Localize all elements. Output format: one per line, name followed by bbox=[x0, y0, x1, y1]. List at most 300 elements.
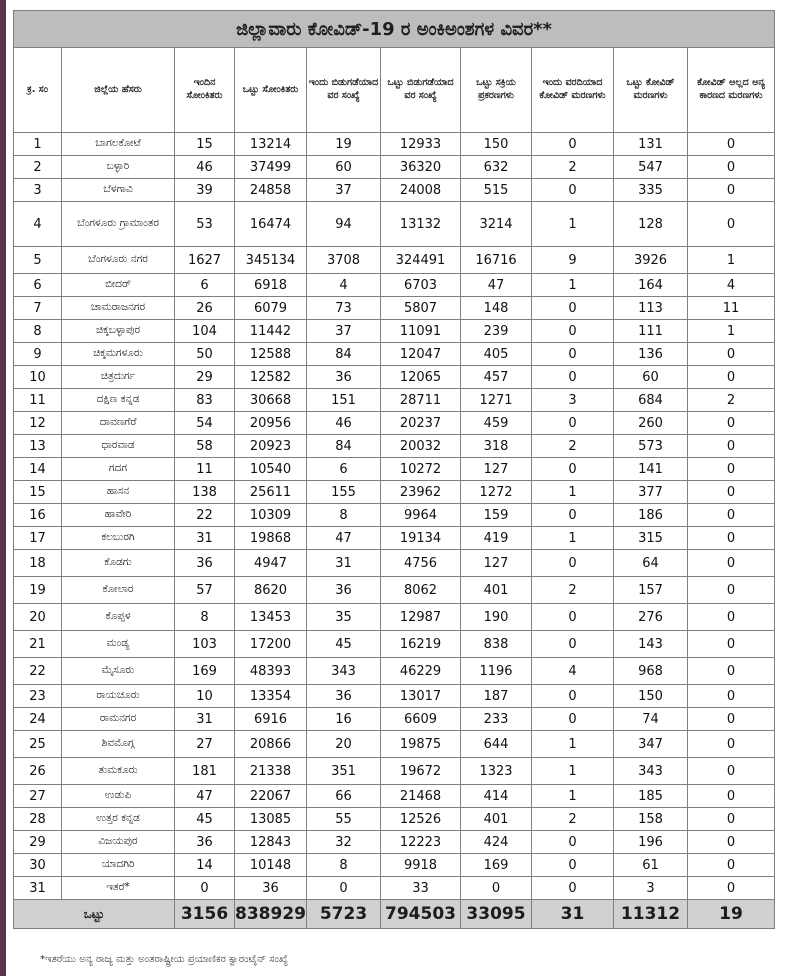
value-cell: 143 bbox=[614, 631, 688, 658]
value-cell: 39 bbox=[175, 179, 235, 202]
value-cell: 5807 bbox=[381, 297, 461, 320]
district-stats-table bbox=[13, 10, 775, 929]
value-cell: 1272 bbox=[461, 481, 532, 504]
value-cell: 14 bbox=[175, 854, 235, 877]
value-cell: 0 bbox=[688, 202, 775, 247]
total-label: ಒಟ್ಟು bbox=[14, 900, 175, 929]
value-cell: 0 bbox=[688, 481, 775, 504]
value-cell: 64 bbox=[614, 550, 688, 577]
serial-cell: 11 bbox=[14, 389, 62, 412]
district-name-cell: ಚಿಕ್ಕಮಗಳೂರು bbox=[62, 343, 175, 366]
value-cell: 16474 bbox=[235, 202, 307, 247]
column-header: ಒಟ್ಟು ಬಿಡುಗಡೆಯಾದ ವರ ಸಂಖ್ಯೆ bbox=[381, 48, 461, 133]
serial-cell: 14 bbox=[14, 458, 62, 481]
value-cell: 401 bbox=[461, 808, 532, 831]
value-cell: 0 bbox=[688, 854, 775, 877]
value-cell: 11091 bbox=[381, 320, 461, 343]
value-cell: 0 bbox=[307, 877, 381, 900]
value-cell: 57 bbox=[175, 577, 235, 604]
value-cell: 13354 bbox=[235, 685, 307, 708]
value-cell: 47 bbox=[461, 274, 532, 297]
serial-cell: 28 bbox=[14, 808, 62, 831]
value-cell: 1 bbox=[532, 202, 614, 247]
district-name-cell: ಉಡುಪಿ bbox=[62, 785, 175, 808]
value-cell: 66 bbox=[307, 785, 381, 808]
column-header: ಒಟ್ಟು ಕೋವಿಡ್ ಮರಣಗಳು bbox=[614, 48, 688, 133]
table-body bbox=[14, 133, 775, 900]
value-cell: 0 bbox=[688, 458, 775, 481]
value-cell: 20 bbox=[307, 731, 381, 758]
value-cell: 4756 bbox=[381, 550, 461, 577]
value-cell: 31 bbox=[175, 708, 235, 731]
value-cell: 684 bbox=[614, 389, 688, 412]
value-cell: 0 bbox=[688, 343, 775, 366]
value-cell: 10272 bbox=[381, 458, 461, 481]
value-cell: 233 bbox=[461, 708, 532, 731]
value-cell: 6916 bbox=[235, 708, 307, 731]
value-cell: 632 bbox=[461, 156, 532, 179]
value-cell: 6 bbox=[307, 458, 381, 481]
value-cell: 186 bbox=[614, 504, 688, 527]
value-cell: 60 bbox=[614, 366, 688, 389]
district-name-cell: ಕೋಲಾರ bbox=[62, 577, 175, 604]
serial-cell: 3 bbox=[14, 179, 62, 202]
table-row bbox=[14, 481, 775, 504]
district-name-cell: ರಾಯಚೂರು bbox=[62, 685, 175, 708]
value-cell: 1196 bbox=[461, 658, 532, 685]
value-cell: 104 bbox=[175, 320, 235, 343]
value-cell: 46 bbox=[307, 412, 381, 435]
serial-cell: 18 bbox=[14, 550, 62, 577]
serial-cell: 4 bbox=[14, 202, 62, 247]
value-cell: 0 bbox=[532, 133, 614, 156]
table-row bbox=[14, 389, 775, 412]
value-cell: 1 bbox=[532, 481, 614, 504]
value-cell: 347 bbox=[614, 731, 688, 758]
value-cell: 0 bbox=[688, 527, 775, 550]
value-cell: 1 bbox=[532, 785, 614, 808]
district-name-cell: ಕೊಡಗು bbox=[62, 550, 175, 577]
district-name-cell: ಬಳ್ಳಾರಿ bbox=[62, 156, 175, 179]
value-cell: 136 bbox=[614, 343, 688, 366]
value-cell: 8 bbox=[307, 854, 381, 877]
column-header: ಒಟ್ಟು ಸಕ್ರಿಯ ಪ್ರಕರಣಗಳು bbox=[461, 48, 532, 133]
value-cell: 9964 bbox=[381, 504, 461, 527]
value-cell: 8062 bbox=[381, 577, 461, 604]
value-cell: 20923 bbox=[235, 435, 307, 458]
value-cell: 111 bbox=[614, 320, 688, 343]
value-cell: 19 bbox=[307, 133, 381, 156]
table-row bbox=[14, 831, 775, 854]
value-cell: 0 bbox=[688, 685, 775, 708]
district-name-cell: ಗದಗ bbox=[62, 458, 175, 481]
value-cell: 1 bbox=[688, 320, 775, 343]
table-row bbox=[14, 758, 775, 785]
table-row bbox=[14, 412, 775, 435]
table-row bbox=[14, 458, 775, 481]
value-cell: 164 bbox=[614, 274, 688, 297]
value-cell: 1 bbox=[532, 731, 614, 758]
value-cell: 19672 bbox=[381, 758, 461, 785]
value-cell: 53 bbox=[175, 202, 235, 247]
value-cell: 0 bbox=[688, 604, 775, 631]
table-row bbox=[14, 504, 775, 527]
value-cell: 0 bbox=[532, 504, 614, 527]
value-cell: 12933 bbox=[381, 133, 461, 156]
value-cell: 0 bbox=[688, 731, 775, 758]
value-cell: 20956 bbox=[235, 412, 307, 435]
value-cell: 74 bbox=[614, 708, 688, 731]
value-cell: 10309 bbox=[235, 504, 307, 527]
district-name-cell: ಯಾದಗಿರಿ bbox=[62, 854, 175, 877]
value-cell: 181 bbox=[175, 758, 235, 785]
value-cell: 26 bbox=[175, 297, 235, 320]
table-row bbox=[14, 343, 775, 366]
value-cell: 103 bbox=[175, 631, 235, 658]
value-cell: 3214 bbox=[461, 202, 532, 247]
value-cell: 12065 bbox=[381, 366, 461, 389]
serial-cell: 15 bbox=[14, 481, 62, 504]
serial-cell: 7 bbox=[14, 297, 62, 320]
value-cell: 0 bbox=[688, 504, 775, 527]
value-cell: 150 bbox=[614, 685, 688, 708]
value-cell: 335 bbox=[614, 179, 688, 202]
table-row bbox=[14, 320, 775, 343]
value-cell: 377 bbox=[614, 481, 688, 504]
value-cell: 24858 bbox=[235, 179, 307, 202]
value-cell: 315 bbox=[614, 527, 688, 550]
value-cell: 131 bbox=[614, 133, 688, 156]
value-cell: 185 bbox=[614, 785, 688, 808]
table-row bbox=[14, 156, 775, 179]
value-cell: 17200 bbox=[235, 631, 307, 658]
value-cell: 0 bbox=[688, 412, 775, 435]
serial-cell: 27 bbox=[14, 785, 62, 808]
value-cell: 0 bbox=[688, 631, 775, 658]
value-cell: 0 bbox=[688, 708, 775, 731]
value-cell: 138 bbox=[175, 481, 235, 504]
value-cell: 0 bbox=[532, 366, 614, 389]
value-cell: 50 bbox=[175, 343, 235, 366]
value-cell: 127 bbox=[461, 550, 532, 577]
value-cell: 36 bbox=[307, 366, 381, 389]
serial-cell: 21 bbox=[14, 631, 62, 658]
value-cell: 2 bbox=[532, 435, 614, 458]
district-name-cell: ಹಾವೇರಿ bbox=[62, 504, 175, 527]
value-cell: 11 bbox=[175, 458, 235, 481]
value-cell: 8 bbox=[307, 504, 381, 527]
value-cell: 0 bbox=[461, 877, 532, 900]
value-cell: 1 bbox=[532, 758, 614, 785]
value-cell: 13453 bbox=[235, 604, 307, 631]
table-row bbox=[14, 435, 775, 458]
value-cell: 36 bbox=[307, 685, 381, 708]
value-cell: 459 bbox=[461, 412, 532, 435]
table-row bbox=[14, 550, 775, 577]
value-cell: 0 bbox=[688, 831, 775, 854]
table-row bbox=[14, 877, 775, 900]
district-name-cell: ಚಾಮರಾಜನಗರ bbox=[62, 297, 175, 320]
table-row bbox=[14, 708, 775, 731]
value-cell: 20032 bbox=[381, 435, 461, 458]
table-row bbox=[14, 274, 775, 297]
total-value-cell: 19 bbox=[688, 900, 775, 929]
district-name-cell: ಚಿಕ್ಕಬಳ್ಳಾಪುರ bbox=[62, 320, 175, 343]
value-cell: 0 bbox=[532, 320, 614, 343]
value-cell: 401 bbox=[461, 577, 532, 604]
value-cell: 35 bbox=[307, 604, 381, 631]
value-cell: 10148 bbox=[235, 854, 307, 877]
value-cell: 157 bbox=[614, 577, 688, 604]
value-cell: 127 bbox=[461, 458, 532, 481]
value-cell: 24008 bbox=[381, 179, 461, 202]
table-row bbox=[14, 785, 775, 808]
value-cell: 11 bbox=[688, 297, 775, 320]
district-name-cell: ಕಲಬುರಗಿ bbox=[62, 527, 175, 550]
table-row bbox=[14, 527, 775, 550]
value-cell: 12223 bbox=[381, 831, 461, 854]
value-cell: 155 bbox=[307, 481, 381, 504]
value-cell: 1627 bbox=[175, 247, 235, 274]
serial-cell: 31 bbox=[14, 877, 62, 900]
value-cell: 0 bbox=[688, 179, 775, 202]
value-cell: 37499 bbox=[235, 156, 307, 179]
value-cell: 6918 bbox=[235, 274, 307, 297]
value-cell: 0 bbox=[532, 685, 614, 708]
district-name-cell: ಇತರೆ* bbox=[62, 877, 175, 900]
value-cell: 73 bbox=[307, 297, 381, 320]
table-row bbox=[14, 658, 775, 685]
value-cell: 187 bbox=[461, 685, 532, 708]
value-cell: 838 bbox=[461, 631, 532, 658]
value-cell: 1 bbox=[532, 527, 614, 550]
value-cell: 22 bbox=[175, 504, 235, 527]
table-row bbox=[14, 133, 775, 156]
value-cell: 12843 bbox=[235, 831, 307, 854]
value-cell: 54 bbox=[175, 412, 235, 435]
serial-cell: 16 bbox=[14, 504, 62, 527]
serial-cell: 19 bbox=[14, 577, 62, 604]
value-cell: 515 bbox=[461, 179, 532, 202]
value-cell: 10 bbox=[175, 685, 235, 708]
table-row bbox=[14, 202, 775, 247]
table-row bbox=[14, 179, 775, 202]
column-header-row bbox=[14, 48, 775, 133]
value-cell: 12582 bbox=[235, 366, 307, 389]
district-name-cell: ಬೀದರ್ bbox=[62, 274, 175, 297]
value-cell: 4947 bbox=[235, 550, 307, 577]
serial-cell: 30 bbox=[14, 854, 62, 877]
value-cell: 0 bbox=[532, 831, 614, 854]
value-cell: 21468 bbox=[381, 785, 461, 808]
value-cell: 0 bbox=[532, 631, 614, 658]
total-row bbox=[14, 900, 775, 929]
value-cell: 0 bbox=[688, 550, 775, 577]
serial-cell: 5 bbox=[14, 247, 62, 274]
serial-cell: 22 bbox=[14, 658, 62, 685]
column-header: ಇಂದು ಬಿಡುಗಡೆಯಾದ ವರ ಸಂಖ್ಯೆ bbox=[307, 48, 381, 133]
serial-cell: 13 bbox=[14, 435, 62, 458]
value-cell: 324491 bbox=[381, 247, 461, 274]
serial-cell: 23 bbox=[14, 685, 62, 708]
value-cell: 8620 bbox=[235, 577, 307, 604]
value-cell: 12047 bbox=[381, 343, 461, 366]
serial-cell: 8 bbox=[14, 320, 62, 343]
total-value-cell: 11312 bbox=[614, 900, 688, 929]
value-cell: 3926 bbox=[614, 247, 688, 274]
value-cell: 0 bbox=[688, 808, 775, 831]
footnote: *ಇತರೆಯು ಅನ್ಯ ರಾಜ್ಯ ಮತ್ತು ಅಂತರಾಷ್ಟ್ರೀಯ ಪ್ರಯಾಣಿಕರ ಕ್ವಾರಂಟೈನ್ ಸಂಖ್ಯೆ bbox=[40, 954, 288, 965]
value-cell: 47 bbox=[307, 527, 381, 550]
value-cell: 424 bbox=[461, 831, 532, 854]
serial-cell: 6 bbox=[14, 274, 62, 297]
district-name-cell: ಮೈಸೂರು bbox=[62, 658, 175, 685]
table-row bbox=[14, 685, 775, 708]
value-cell: 3708 bbox=[307, 247, 381, 274]
value-cell: 1 bbox=[688, 247, 775, 274]
value-cell: 29 bbox=[175, 366, 235, 389]
total-value-cell: 5723 bbox=[307, 900, 381, 929]
value-cell: 13132 bbox=[381, 202, 461, 247]
district-name-cell: ಚಿತ್ರದುರ್ಗ bbox=[62, 366, 175, 389]
district-name-cell: ಕೊಪ್ಪಳ bbox=[62, 604, 175, 631]
value-cell: 28711 bbox=[381, 389, 461, 412]
value-cell: 12588 bbox=[235, 343, 307, 366]
value-cell: 36 bbox=[175, 831, 235, 854]
table-title: ಜಿಲ್ಲಾವಾರು ಕೋವಿಡ್-19 ರ ಅಂಕಿಅಂಶಗಳ ವಿವರ** bbox=[14, 11, 775, 48]
value-cell: 3 bbox=[532, 389, 614, 412]
value-cell: 260 bbox=[614, 412, 688, 435]
column-header: ಕ್ರ. ಸಂ bbox=[14, 48, 62, 133]
value-cell: 276 bbox=[614, 604, 688, 631]
value-cell: 36 bbox=[235, 877, 307, 900]
value-cell: 47 bbox=[175, 785, 235, 808]
value-cell: 36 bbox=[175, 550, 235, 577]
covid-district-report bbox=[13, 10, 774, 929]
value-cell: 141 bbox=[614, 458, 688, 481]
value-cell: 644 bbox=[461, 731, 532, 758]
value-cell: 0 bbox=[688, 156, 775, 179]
value-cell: 16 bbox=[307, 708, 381, 731]
value-cell: 4 bbox=[307, 274, 381, 297]
value-cell: 151 bbox=[307, 389, 381, 412]
value-cell: 48393 bbox=[235, 658, 307, 685]
value-cell: 20866 bbox=[235, 731, 307, 758]
value-cell: 13085 bbox=[235, 808, 307, 831]
value-cell: 343 bbox=[614, 758, 688, 785]
value-cell: 94 bbox=[307, 202, 381, 247]
value-cell: 37 bbox=[307, 320, 381, 343]
value-cell: 6 bbox=[175, 274, 235, 297]
serial-cell: 10 bbox=[14, 366, 62, 389]
value-cell: 547 bbox=[614, 156, 688, 179]
value-cell: 2 bbox=[532, 808, 614, 831]
column-header: ಒಟ್ಟು ಸೋಂಕಿತರು bbox=[235, 48, 307, 133]
total-value-cell: 33095 bbox=[461, 900, 532, 929]
serial-cell: 24 bbox=[14, 708, 62, 731]
value-cell: 83 bbox=[175, 389, 235, 412]
value-cell: 0 bbox=[688, 435, 775, 458]
table-row bbox=[14, 577, 775, 604]
value-cell: 32 bbox=[307, 831, 381, 854]
page-border bbox=[0, 0, 6, 976]
total-value-cell: 3156 bbox=[175, 900, 235, 929]
value-cell: 405 bbox=[461, 343, 532, 366]
value-cell: 37 bbox=[307, 179, 381, 202]
value-cell: 1271 bbox=[461, 389, 532, 412]
value-cell: 0 bbox=[532, 412, 614, 435]
district-name-cell: ಬೆಂಗಳೂರು ಗ್ರಾಮಾಂತರ bbox=[62, 202, 175, 247]
value-cell: 150 bbox=[461, 133, 532, 156]
value-cell: 36 bbox=[307, 577, 381, 604]
value-cell: 0 bbox=[175, 877, 235, 900]
total-value-cell: 838929 bbox=[235, 900, 307, 929]
value-cell: 19875 bbox=[381, 731, 461, 758]
value-cell: 4 bbox=[532, 658, 614, 685]
value-cell: 158 bbox=[614, 808, 688, 831]
column-header: ಇಂದು ವರದಿಯಾದ ಕೋವಿಡ್ ಮರಣಗಳು bbox=[532, 48, 614, 133]
table-row bbox=[14, 366, 775, 389]
value-cell: 318 bbox=[461, 435, 532, 458]
value-cell: 351 bbox=[307, 758, 381, 785]
value-cell: 19134 bbox=[381, 527, 461, 550]
value-cell: 0 bbox=[532, 179, 614, 202]
value-cell: 11442 bbox=[235, 320, 307, 343]
value-cell: 30668 bbox=[235, 389, 307, 412]
district-name-cell: ಬಾಗಲಕೋಟೆ bbox=[62, 133, 175, 156]
value-cell: 45 bbox=[175, 808, 235, 831]
value-cell: 0 bbox=[532, 458, 614, 481]
value-cell: 84 bbox=[307, 343, 381, 366]
column-header: ಇಂದಿನ ಸೋಂಕಿತರು bbox=[175, 48, 235, 133]
value-cell: 25611 bbox=[235, 481, 307, 504]
value-cell: 0 bbox=[688, 133, 775, 156]
value-cell: 4 bbox=[688, 274, 775, 297]
value-cell: 0 bbox=[688, 366, 775, 389]
value-cell: 2 bbox=[532, 156, 614, 179]
value-cell: 0 bbox=[688, 758, 775, 785]
value-cell: 0 bbox=[688, 577, 775, 604]
value-cell: 22067 bbox=[235, 785, 307, 808]
value-cell: 55 bbox=[307, 808, 381, 831]
value-cell: 9 bbox=[532, 247, 614, 274]
column-header: ಕೋವಿಡ್ ಅಲ್ಲದ ಅನ್ಯ ಕಾರಣದ ಮರಣಗಳು bbox=[688, 48, 775, 133]
value-cell: 9918 bbox=[381, 854, 461, 877]
value-cell: 20237 bbox=[381, 412, 461, 435]
value-cell: 0 bbox=[688, 785, 775, 808]
value-cell: 13214 bbox=[235, 133, 307, 156]
value-cell: 0 bbox=[532, 550, 614, 577]
district-name-cell: ದಕ್ಷಿಣ ಕನ್ನಡ bbox=[62, 389, 175, 412]
district-name-cell: ರಾಮನಗರ bbox=[62, 708, 175, 731]
serial-cell: 9 bbox=[14, 343, 62, 366]
district-name-cell: ಬೆಂಗಳೂರು ನಗರ bbox=[62, 247, 175, 274]
value-cell: 3 bbox=[614, 877, 688, 900]
value-cell: 0 bbox=[688, 877, 775, 900]
serial-cell: 12 bbox=[14, 412, 62, 435]
value-cell: 345134 bbox=[235, 247, 307, 274]
value-cell: 343 bbox=[307, 658, 381, 685]
district-name-cell: ಉತ್ತರ ಕನ್ನಡ bbox=[62, 808, 175, 831]
value-cell: 2 bbox=[532, 577, 614, 604]
table-row bbox=[14, 854, 775, 877]
table-row bbox=[14, 247, 775, 274]
value-cell: 0 bbox=[532, 343, 614, 366]
district-name-cell: ಮಂಡ್ಯ bbox=[62, 631, 175, 658]
serial-cell: 29 bbox=[14, 831, 62, 854]
value-cell: 6079 bbox=[235, 297, 307, 320]
value-cell: 33 bbox=[381, 877, 461, 900]
